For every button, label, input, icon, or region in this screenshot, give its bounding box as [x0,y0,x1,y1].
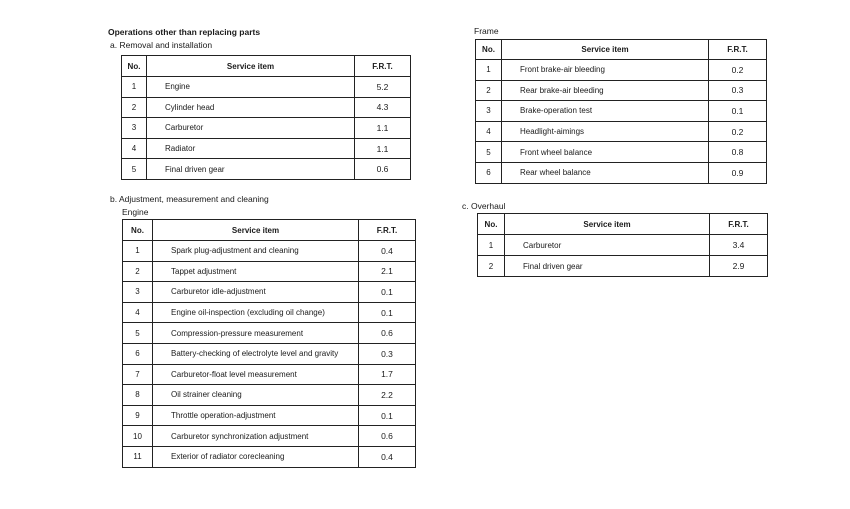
header-frt: F.R.T. [359,220,416,241]
overhaul-table [477,213,768,277]
table-header-row [122,56,411,77]
section-c-title: c. Overhaul [462,201,506,211]
service-item: Final driven gear [147,159,355,180]
row-number: 2 [122,97,147,118]
row-number: 4 [123,302,153,323]
service-item: Carburetor-float level measurement [153,364,359,385]
table-row [476,60,767,81]
table-row [123,426,416,447]
row-number: 2 [476,80,502,101]
service-item: Front wheel balance [502,142,709,163]
table-row [123,282,416,303]
table-row [122,138,411,159]
table-row [476,101,767,122]
header-service-item: Service item [502,40,709,60]
header-no: No. [122,56,147,77]
table-row [123,261,416,282]
frt-value: 0.6 [355,159,411,180]
row-number: 5 [123,323,153,344]
removal-installation-table [121,55,411,180]
table-row [476,121,767,142]
frt-value: 0.8 [709,142,767,163]
header-no: No. [476,40,502,60]
table-header-row [123,220,416,241]
service-item: Brake-operation test [502,101,709,122]
service-item: Rear brake-air bleeding [502,80,709,101]
section-a-title: a. Removal and installation [110,40,213,50]
frt-value: 0.1 [359,405,416,426]
table-row [123,323,416,344]
frt-value: 0.4 [359,446,416,467]
table-row [122,77,411,98]
table-header-row [478,214,768,235]
row-number: 1 [476,60,502,81]
frt-value: 0.1 [709,101,767,122]
header-service-item: Service item [153,220,359,241]
row-number: 8 [123,385,153,406]
frt-value: 3.4 [710,235,768,256]
service-item: Front brake-air bleeding [502,60,709,81]
table-header-row [476,40,767,60]
service-item: Cylinder head [147,97,355,118]
table-row [123,405,416,426]
table-row [123,343,416,364]
header-no: No. [123,220,153,241]
table-row [122,118,411,139]
header-frt: F.R.T. [355,56,411,77]
frt-value: 0.2 [709,60,767,81]
frt-value: 2.2 [359,385,416,406]
row-number: 3 [123,282,153,303]
frame-title: Frame [474,26,499,36]
adjustment-cleaning-table [122,219,416,468]
row-number: 6 [123,343,153,364]
frt-value: 0.2 [709,121,767,142]
row-number: 6 [476,162,502,183]
row-number: 4 [476,121,502,142]
table-row [123,446,416,467]
table-row [476,162,767,183]
service-item: Final driven gear [505,256,710,277]
row-number: 2 [478,256,505,277]
header-service-item: Service item [505,214,710,235]
service-item: Oil strainer cleaning [153,385,359,406]
row-number: 5 [476,142,502,163]
frt-value: 0.3 [709,80,767,101]
service-item: Engine [147,77,355,98]
frt-value: 2.9 [710,256,768,277]
frt-value: 0.3 [359,343,416,364]
frt-value: 4.3 [355,97,411,118]
frt-value: 0.6 [359,426,416,447]
frt-value: 1.7 [359,364,416,385]
table-row [123,241,416,262]
frt-value: 0.1 [359,302,416,323]
service-item: Carburetor synchronization adjustment [153,426,359,447]
service-item: Compression-pressure measurement [153,323,359,344]
service-item: Engine oil-inspection (excluding oil change) [153,302,359,323]
frt-value: 0.9 [709,162,767,183]
row-number: 2 [123,261,153,282]
frt-value: 0.1 [359,282,416,303]
table-row [476,80,767,101]
frt-value: 2.1 [359,261,416,282]
page-heading: Operations other than replacing parts [108,27,261,37]
row-number: 1 [122,77,147,98]
service-item: Throttle operation-adjustment [153,405,359,426]
header-frt: F.R.T. [710,214,768,235]
row-number: 1 [123,241,153,262]
table-row [122,97,411,118]
service-item: Carburetor [505,235,710,256]
row-number: 7 [123,364,153,385]
frt-value: 0.4 [359,241,416,262]
row-number: 11 [123,446,153,467]
row-number: 1 [478,235,505,256]
frame-table [475,39,767,184]
service-item: Spark plug-adjustment and cleaning [153,241,359,262]
table-row [478,235,768,256]
frt-value: 1.1 [355,138,411,159]
row-number: 9 [123,405,153,426]
table-row [476,142,767,163]
service-item: Carburetor idle-adjustment [153,282,359,303]
section-b-title: b. Adjustment, measurement and cleaning [110,194,269,204]
service-item: Carburetor [147,118,355,139]
row-number: 10 [123,426,153,447]
header-no: No. [478,214,505,235]
table-row [122,159,411,180]
row-number: 3 [122,118,147,139]
row-number: 4 [122,138,147,159]
section-b-subtitle: Engine [122,207,149,217]
row-number: 5 [122,159,147,180]
frt-value: 0.6 [359,323,416,344]
table-row [478,256,768,277]
header-service-item: Service item [147,56,355,77]
row-number: 3 [476,101,502,122]
service-item: Rear wheel balance [502,162,709,183]
table-row [123,302,416,323]
service-item: Exterior of radiator corecleaning [153,446,359,467]
service-item: Tappet adjustment [153,261,359,282]
table-row [123,385,416,406]
service-item: Radiator [147,138,355,159]
table-row [123,364,416,385]
header-frt: F.R.T. [709,40,767,60]
service-item: Headlight-aimings [502,121,709,142]
frt-value: 5.2 [355,77,411,98]
frt-value: 1.1 [355,118,411,139]
service-item: Battery-checking of electrolyte level and gravity [153,343,359,364]
